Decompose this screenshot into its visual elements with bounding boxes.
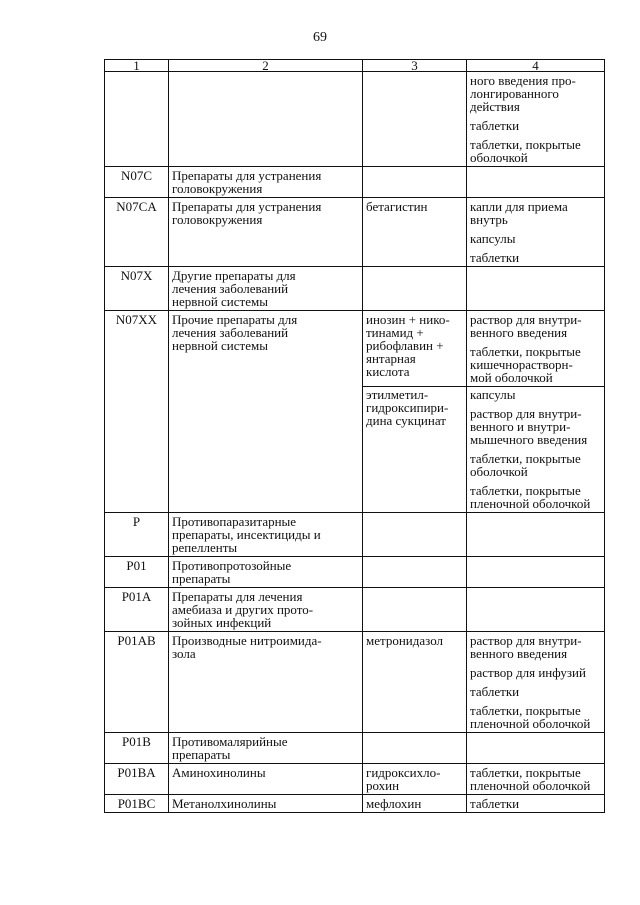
substance-cell xyxy=(363,513,467,557)
dosage-forms-cell xyxy=(467,198,605,267)
atc-code-cell: P01B xyxy=(105,733,169,764)
substance-cell xyxy=(363,267,467,311)
table-row xyxy=(105,167,605,198)
atc-code-cell: P01A xyxy=(105,588,169,632)
dosage-forms-cell xyxy=(467,167,605,198)
table-header-row xyxy=(105,60,605,72)
dosage-forms-cell xyxy=(467,795,605,813)
substance-cell xyxy=(363,733,467,764)
table-row xyxy=(105,795,605,813)
substance-cell: мефлохин xyxy=(363,795,467,813)
dosage-form: капсулы xyxy=(470,387,516,402)
atc-code-cell xyxy=(105,72,169,167)
table-row xyxy=(105,632,605,733)
group-name-cell: Противопротозойные препараты xyxy=(169,557,363,588)
substance-cell: инозин + нико- тинамид + рибофлавин + янтарная кислота xyxy=(363,311,467,387)
dosage-form: ного введения про- лонгированного действия xyxy=(470,73,576,114)
table-row xyxy=(105,557,605,588)
atc-code-cell: P01BA xyxy=(105,764,169,795)
dosage-form: таблетки, покрытые пленочной оболочкой xyxy=(470,765,591,793)
dosage-form: раствор для внутри- венного введения xyxy=(470,633,582,661)
column-header-1: 1 xyxy=(105,60,169,72)
substance-cell: этилметил- гидроксипири- дина сукцинат xyxy=(363,387,467,513)
dosage-form: таблетки, покрытые кишечнорастворн- мой оболочкой xyxy=(470,344,581,385)
dosage-form: таблетки xyxy=(470,118,520,133)
table-row xyxy=(105,733,605,764)
substance-cell xyxy=(363,588,467,632)
dosage-forms-cell xyxy=(467,72,605,167)
table-row xyxy=(105,198,605,267)
group-name-cell: Противомалярийные препараты xyxy=(169,733,363,764)
dosage-form: таблетки, покрытые пленочной оболочкой xyxy=(470,483,591,511)
table-row xyxy=(105,588,605,632)
dosage-form: раствор для инфузий xyxy=(470,665,586,680)
atc-code-cell: P01AB xyxy=(105,632,169,733)
column-header-2: 2 xyxy=(169,60,363,72)
dosage-forms-cell xyxy=(467,311,605,387)
dosage-forms-cell xyxy=(467,513,605,557)
group-name-cell: Метанолхинолины xyxy=(169,795,363,813)
substance-cell xyxy=(363,167,467,198)
group-name-cell: Препараты для лечения амебиаза и других прото- зойных инфекций xyxy=(169,588,363,632)
substance-cell: гидроксихло- рохин xyxy=(363,764,467,795)
atc-code-cell: N07CA xyxy=(105,198,169,267)
column-header-4: 4 xyxy=(467,60,605,72)
atc-code-cell: N07C xyxy=(105,167,169,198)
group-name-cell: Препараты для устранения головокружения xyxy=(169,167,363,198)
substance-cell: бетагистин xyxy=(363,198,467,267)
atc-code-cell: N07XX xyxy=(105,311,169,513)
substance-cell: метронидазол xyxy=(363,632,467,733)
group-name-cell: Другие препараты для лечения заболеваний нервной системы xyxy=(169,267,363,311)
atc-code-cell: P01BC xyxy=(105,795,169,813)
atc-code-cell: P01 xyxy=(105,557,169,588)
dosage-forms-cell xyxy=(467,387,605,513)
dosage-form: таблетки xyxy=(470,796,520,811)
table-row xyxy=(105,764,605,795)
table-row xyxy=(105,72,605,167)
table-row xyxy=(105,311,605,387)
group-name-cell: Производные нитроимида- зола xyxy=(169,632,363,733)
dosage-form: таблетки xyxy=(470,250,520,265)
dosage-forms-cell xyxy=(467,557,605,588)
dosage-forms-cell xyxy=(467,267,605,311)
dosage-form: капсулы xyxy=(470,231,516,246)
dosage-forms-cell xyxy=(467,733,605,764)
dosage-forms-cell xyxy=(467,764,605,795)
dosage-form: таблетки xyxy=(470,684,520,699)
group-name-cell: Противопаразитарные препараты, инсектициды и репелленты xyxy=(169,513,363,557)
page-number: 69 xyxy=(313,30,327,45)
table-row xyxy=(105,267,605,311)
substance-cell xyxy=(363,72,467,167)
drug-table xyxy=(104,59,605,813)
table-body xyxy=(105,72,605,813)
dosage-form: раствор для внутри- венного введения xyxy=(470,312,582,340)
group-name-cell: Препараты для устранения головокружения xyxy=(169,198,363,267)
dosage-forms-cell xyxy=(467,632,605,733)
substance-cell xyxy=(363,557,467,588)
dosage-form: капли для приема внутрь xyxy=(470,199,568,227)
dosage-forms-cell xyxy=(467,588,605,632)
dosage-form: таблетки, покрытые оболочкой xyxy=(470,137,581,165)
group-name-cell: Аминохинолины xyxy=(169,764,363,795)
dosage-form: раствор для внутри- венного и внутри- мышечного введения xyxy=(470,406,588,447)
atc-code-cell: N07X xyxy=(105,267,169,311)
column-header-3: 3 xyxy=(363,60,467,72)
group-name-cell: Прочие препараты для лечения заболеваний нервной системы xyxy=(169,311,363,513)
atc-code-cell: P xyxy=(105,513,169,557)
dosage-form: таблетки, покрытые оболочкой xyxy=(470,451,581,479)
group-name-cell xyxy=(169,72,363,167)
table-row xyxy=(105,513,605,557)
dosage-form: таблетки, покрытые пленочной оболочкой xyxy=(470,703,591,731)
